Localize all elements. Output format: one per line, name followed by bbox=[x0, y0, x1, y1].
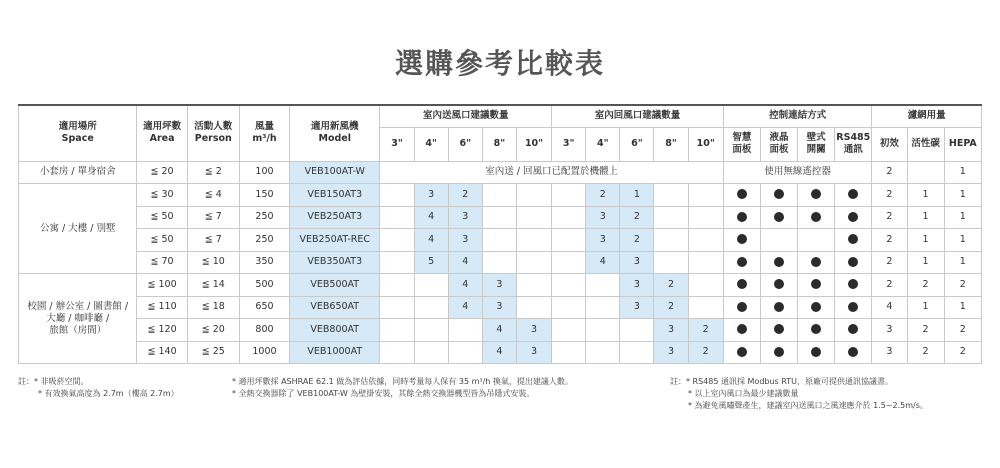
control-cell bbox=[760, 341, 797, 364]
airflow-cell: 350 bbox=[239, 251, 289, 274]
filter-cell: 1 bbox=[907, 229, 944, 252]
area-cell: ≦ 50 bbox=[137, 229, 187, 252]
area-cell: ≦ 110 bbox=[137, 296, 187, 319]
supply-vent-cell: 4 bbox=[448, 296, 482, 319]
return-vent-cell bbox=[654, 184, 688, 207]
header-area: 適用坪數 Area bbox=[137, 105, 187, 161]
control-cell bbox=[835, 296, 872, 319]
header-filter-carbon: 活性碳 bbox=[907, 127, 944, 161]
return-vent-cell bbox=[586, 274, 620, 297]
table-row bbox=[19, 251, 982, 274]
table-row bbox=[19, 184, 982, 207]
area-cell: ≦ 70 bbox=[137, 251, 187, 274]
supply-vent-cell bbox=[414, 319, 448, 342]
note-text: * 適用坪數採 ASHRAE 62.1 做為評估依據，同時考量每人保有 35 m³/h 換氣，提出建議人數。 bbox=[232, 377, 573, 386]
supply-vent-cell bbox=[414, 274, 448, 297]
filter-cell: 1 bbox=[907, 251, 944, 274]
supply-vent-cell bbox=[482, 206, 516, 229]
return-vent-cell: 3 bbox=[620, 274, 654, 297]
airflow-cell: 250 bbox=[239, 229, 289, 252]
control-cell bbox=[835, 341, 872, 364]
control-cell bbox=[798, 251, 835, 274]
available-dot-icon bbox=[811, 324, 821, 334]
filter-cell: 2 bbox=[944, 274, 981, 297]
filter-cell: 1 bbox=[944, 251, 981, 274]
supply-vent-cell: 3 bbox=[448, 206, 482, 229]
supply-vent-cell: 3 bbox=[516, 341, 551, 364]
area-cell: ≦ 100 bbox=[137, 274, 187, 297]
control-cell bbox=[835, 274, 872, 297]
return-vent-cell bbox=[688, 184, 723, 207]
return-vent-cell: 2 bbox=[586, 184, 620, 207]
return-vent-cell bbox=[552, 319, 586, 342]
return-vent-cell: 3 bbox=[586, 206, 620, 229]
return-vent-cell: 3 bbox=[586, 229, 620, 252]
header-control-smart-panel: 智慧 面板 bbox=[723, 127, 760, 161]
space-line: 校園 / 辦公室 / 圖書館 / bbox=[27, 300, 129, 312]
header-control-group: 控制連結方式 bbox=[723, 105, 872, 127]
available-dot-icon bbox=[737, 324, 747, 334]
model-cell: VEB250AT-REC bbox=[290, 229, 380, 252]
model-cell: VEB150AT3 bbox=[290, 184, 380, 207]
available-dot-icon bbox=[737, 212, 747, 222]
available-dot-icon bbox=[811, 212, 821, 222]
airflow-cell: 1000 bbox=[239, 341, 289, 364]
person-cell: ≦ 2 bbox=[187, 161, 239, 184]
header-supply-size: 4" bbox=[414, 127, 448, 161]
return-vent-cell bbox=[586, 319, 620, 342]
filter-cell: 2 bbox=[907, 341, 944, 364]
control-cell bbox=[798, 319, 835, 342]
table-row bbox=[19, 341, 982, 364]
available-dot-icon bbox=[774, 324, 784, 334]
control-cell bbox=[798, 274, 835, 297]
available-dot-icon bbox=[848, 279, 858, 289]
space-line: 大廳 / 咖啡廳 / bbox=[46, 312, 110, 324]
space-line: 旅館（房間） bbox=[49, 324, 107, 336]
filter-cell: 2 bbox=[944, 319, 981, 342]
header-filter-hepa: HEPA bbox=[944, 127, 981, 161]
control-cell bbox=[798, 184, 835, 207]
supply-vent-cell bbox=[516, 251, 551, 274]
return-vent-cell bbox=[654, 229, 688, 252]
supply-vent-cell bbox=[380, 184, 414, 207]
return-vent-cell: 2 bbox=[688, 341, 723, 364]
return-vent-cell bbox=[620, 319, 654, 342]
header-return-size: 8" bbox=[654, 127, 688, 161]
person-cell: ≦ 20 bbox=[187, 319, 239, 342]
filter-cell: 2 bbox=[872, 274, 907, 297]
supply-vent-cell bbox=[448, 319, 482, 342]
available-dot-icon bbox=[811, 189, 821, 199]
comparison-table bbox=[18, 104, 982, 364]
return-vent-cell: 4 bbox=[586, 251, 620, 274]
model-cell: VEB500AT bbox=[290, 274, 380, 297]
filter-cell: 1 bbox=[907, 184, 944, 207]
control-cell bbox=[760, 229, 797, 252]
return-vent-cell: 3 bbox=[620, 251, 654, 274]
model-cell: VEB350AT3 bbox=[290, 251, 380, 274]
supply-vent-cell bbox=[380, 274, 414, 297]
supply-vent-cell bbox=[380, 206, 414, 229]
supply-vent-cell bbox=[414, 341, 448, 364]
header-return-group: 室內回風口建議數量 bbox=[552, 105, 724, 127]
airflow-cell: 150 bbox=[239, 184, 289, 207]
control-cell bbox=[835, 251, 872, 274]
filter-cell: 1 bbox=[944, 161, 981, 184]
control-cell bbox=[723, 319, 760, 342]
note-text: * RS485 通訊採 Modbus RTU，原廠可提供通訊協議書。 bbox=[686, 377, 893, 386]
control-cell bbox=[798, 341, 835, 364]
space-cell bbox=[19, 274, 137, 364]
filter-cell: 4 bbox=[872, 296, 907, 319]
airflow-cell: 100 bbox=[239, 161, 289, 184]
return-vent-cell: 2 bbox=[654, 274, 688, 297]
available-dot-icon bbox=[774, 347, 784, 357]
control-cell bbox=[723, 296, 760, 319]
available-dot-icon bbox=[737, 234, 747, 244]
area-cell: ≦ 120 bbox=[137, 319, 187, 342]
table-row bbox=[19, 161, 982, 184]
control-cell bbox=[760, 296, 797, 319]
page-title: 選購參考比較表 bbox=[394, 47, 605, 80]
notes-middle bbox=[232, 376, 573, 400]
filter-cell: 2 bbox=[907, 319, 944, 342]
available-dot-icon bbox=[737, 302, 747, 312]
available-dot-icon bbox=[737, 189, 747, 199]
filter-cell: 1 bbox=[944, 184, 981, 207]
return-vent-cell bbox=[552, 296, 586, 319]
supply-vent-cell bbox=[516, 296, 551, 319]
return-vent-cell bbox=[552, 251, 586, 274]
control-cell bbox=[798, 206, 835, 229]
available-dot-icon bbox=[737, 279, 747, 289]
control-cell bbox=[723, 341, 760, 364]
notes-label: 註： bbox=[670, 377, 686, 386]
header-filter-group: 濾網用量 bbox=[872, 105, 982, 127]
control-cell bbox=[760, 251, 797, 274]
header-control-wall-switch: 壁式 開關 bbox=[798, 127, 835, 161]
control-cell bbox=[835, 206, 872, 229]
return-vent-cell bbox=[552, 206, 586, 229]
person-cell: ≦ 25 bbox=[187, 341, 239, 364]
filter-cell: 2 bbox=[872, 184, 907, 207]
control-cell bbox=[723, 206, 760, 229]
control-cell bbox=[798, 296, 835, 319]
filter-cell: 1 bbox=[944, 296, 981, 319]
available-dot-icon bbox=[737, 257, 747, 267]
supply-vent-cell: 2 bbox=[448, 184, 482, 207]
control-cell bbox=[835, 229, 872, 252]
person-cell: ≦ 4 bbox=[187, 184, 239, 207]
control-cell bbox=[723, 274, 760, 297]
supply-vent-cell bbox=[448, 341, 482, 364]
supply-vent-cell bbox=[516, 229, 551, 252]
area-cell: ≦ 20 bbox=[137, 161, 187, 184]
return-vent-cell bbox=[620, 341, 654, 364]
header-supply-size: 6" bbox=[448, 127, 482, 161]
control-merged-note: 使用無線遙控器 bbox=[723, 161, 872, 184]
return-vent-cell bbox=[654, 251, 688, 274]
header-supply-size: 8" bbox=[482, 127, 516, 161]
filter-cell: 2 bbox=[872, 206, 907, 229]
available-dot-icon bbox=[811, 347, 821, 357]
available-dot-icon bbox=[848, 234, 858, 244]
supply-vent-cell: 3 bbox=[414, 184, 448, 207]
notes-label: 註： bbox=[18, 377, 34, 386]
supply-vent-cell bbox=[380, 319, 414, 342]
filter-cell: 3 bbox=[872, 319, 907, 342]
person-cell: ≦ 7 bbox=[187, 206, 239, 229]
supply-vent-cell: 4 bbox=[414, 206, 448, 229]
filter-cell: 2 bbox=[872, 251, 907, 274]
available-dot-icon bbox=[774, 279, 784, 289]
header-return-size: 3" bbox=[552, 127, 586, 161]
return-vent-cell bbox=[654, 206, 688, 229]
available-dot-icon bbox=[848, 347, 858, 357]
note-text: * 有效換氣高度為 2.7m（樓高 2.7m） bbox=[38, 389, 179, 398]
supply-vent-cell: 4 bbox=[482, 319, 516, 342]
filter-cell: 1 bbox=[944, 229, 981, 252]
supply-vent-cell bbox=[516, 274, 551, 297]
supply-vent-cell: 4 bbox=[448, 274, 482, 297]
space-cell: 小套房 / 單身宿舍 bbox=[19, 161, 137, 184]
supply-vent-cell bbox=[380, 296, 414, 319]
note-text: * 以上室內風口為最少建議數量 bbox=[688, 389, 799, 398]
note-text: * 為避免風嘯聲產生，建議室內送風口之風速應介於 1.5~2.5m/s。 bbox=[688, 401, 928, 410]
header-airflow: 風量 m³/h bbox=[239, 105, 289, 161]
available-dot-icon bbox=[848, 189, 858, 199]
note-text: * 全熱交換器除了 VEB100AT-W 為壁掛安裝，其餘全熱交換器機型皆為吊隱式安裝。 bbox=[232, 389, 535, 398]
table-row bbox=[19, 229, 982, 252]
filter-cell: 1 bbox=[907, 296, 944, 319]
header-return-size: 10" bbox=[688, 127, 723, 161]
control-cell bbox=[760, 184, 797, 207]
control-cell bbox=[835, 184, 872, 207]
return-vent-cell bbox=[552, 341, 586, 364]
filter-cell: 3 bbox=[872, 341, 907, 364]
table-row bbox=[19, 274, 982, 297]
available-dot-icon bbox=[774, 212, 784, 222]
header-supply-group: 室內送風口建議數量 bbox=[380, 105, 552, 127]
header-filter-primary: 初效 bbox=[872, 127, 907, 161]
supply-vent-cell: 4 bbox=[482, 341, 516, 364]
airflow-cell: 500 bbox=[239, 274, 289, 297]
available-dot-icon bbox=[848, 324, 858, 334]
model-cell: VEB650AT bbox=[290, 296, 380, 319]
model-cell: VEB100AT-W bbox=[290, 161, 380, 184]
control-cell bbox=[723, 184, 760, 207]
return-vent-cell bbox=[688, 206, 723, 229]
return-vent-cell: 2 bbox=[620, 229, 654, 252]
return-vent-cell bbox=[688, 229, 723, 252]
return-vent-cell: 3 bbox=[654, 341, 688, 364]
control-cell bbox=[798, 229, 835, 252]
note-text: * 非吸菸空間。 bbox=[34, 377, 89, 386]
supply-vent-cell bbox=[380, 229, 414, 252]
supply-vent-cell: 4 bbox=[448, 251, 482, 274]
notes-right bbox=[670, 376, 928, 412]
available-dot-icon bbox=[848, 302, 858, 312]
supply-vent-cell: 5 bbox=[414, 251, 448, 274]
control-cell bbox=[723, 251, 760, 274]
header-person: 活動人數 Person bbox=[187, 105, 239, 161]
space-cell: 公寓 / 大樓 / 別墅 bbox=[19, 184, 137, 274]
available-dot-icon bbox=[737, 347, 747, 357]
control-cell bbox=[760, 274, 797, 297]
return-vent-cell bbox=[688, 296, 723, 319]
control-cell bbox=[760, 206, 797, 229]
control-cell bbox=[760, 319, 797, 342]
person-cell: ≦ 18 bbox=[187, 296, 239, 319]
filter-cell: 1 bbox=[944, 206, 981, 229]
available-dot-icon bbox=[774, 302, 784, 312]
supply-vent-cell bbox=[482, 229, 516, 252]
filter-cell: 2 bbox=[872, 229, 907, 252]
available-dot-icon bbox=[848, 212, 858, 222]
model-cell: VEB1000AT bbox=[290, 341, 380, 364]
area-cell: ≦ 30 bbox=[137, 184, 187, 207]
filter-cell: 2 bbox=[944, 341, 981, 364]
available-dot-icon bbox=[848, 257, 858, 267]
header-return-size: 6" bbox=[620, 127, 654, 161]
available-dot-icon bbox=[774, 257, 784, 267]
return-vent-cell bbox=[586, 296, 620, 319]
return-vent-cell bbox=[586, 341, 620, 364]
supply-vent-cell bbox=[380, 341, 414, 364]
supply-vent-cell bbox=[380, 251, 414, 274]
vents-merged-note: 室內送 / 回風口已配置於機體上 bbox=[380, 161, 723, 184]
return-vent-cell: 1 bbox=[620, 184, 654, 207]
return-vent-cell bbox=[552, 184, 586, 207]
control-cell bbox=[835, 319, 872, 342]
supply-vent-cell: 3 bbox=[482, 274, 516, 297]
supply-vent-cell bbox=[482, 184, 516, 207]
available-dot-icon bbox=[811, 257, 821, 267]
model-cell: VEB250AT3 bbox=[290, 206, 380, 229]
table-row bbox=[19, 206, 982, 229]
supply-vent-cell: 4 bbox=[414, 229, 448, 252]
table-row bbox=[19, 319, 982, 342]
area-cell: ≦ 140 bbox=[137, 341, 187, 364]
return-vent-cell bbox=[688, 251, 723, 274]
supply-vent-cell: 3 bbox=[448, 229, 482, 252]
person-cell: ≦ 7 bbox=[187, 229, 239, 252]
header-space: 適用場所 Space bbox=[19, 105, 137, 161]
person-cell: ≦ 10 bbox=[187, 251, 239, 274]
supply-vent-cell bbox=[414, 296, 448, 319]
available-dot-icon bbox=[774, 189, 784, 199]
person-cell: ≦ 14 bbox=[187, 274, 239, 297]
airflow-cell: 800 bbox=[239, 319, 289, 342]
filter-cell: 2 bbox=[907, 274, 944, 297]
return-vent-cell bbox=[552, 229, 586, 252]
header-control-lcd-panel: 液晶 面板 bbox=[760, 127, 797, 161]
available-dot-icon bbox=[811, 279, 821, 289]
control-cell bbox=[723, 229, 760, 252]
header-supply-size: 10" bbox=[516, 127, 551, 161]
header-control-rs485: RS485 通訊 bbox=[835, 127, 872, 161]
return-vent-cell: 2 bbox=[688, 319, 723, 342]
supply-vent-cell bbox=[482, 251, 516, 274]
area-cell: ≦ 50 bbox=[137, 206, 187, 229]
table-row bbox=[19, 296, 982, 319]
header-supply-size: 3" bbox=[380, 127, 414, 161]
available-dot-icon bbox=[811, 302, 821, 312]
airflow-cell: 250 bbox=[239, 206, 289, 229]
return-vent-cell: 3 bbox=[654, 319, 688, 342]
header-return-size: 4" bbox=[586, 127, 620, 161]
notes-left bbox=[18, 376, 179, 400]
supply-vent-cell bbox=[516, 206, 551, 229]
supply-vent-cell: 3 bbox=[482, 296, 516, 319]
return-vent-cell: 3 bbox=[620, 296, 654, 319]
return-vent-cell bbox=[552, 274, 586, 297]
return-vent-cell bbox=[688, 274, 723, 297]
return-vent-cell: 2 bbox=[654, 296, 688, 319]
supply-vent-cell bbox=[516, 184, 551, 207]
filter-cell bbox=[907, 161, 944, 184]
airflow-cell: 650 bbox=[239, 296, 289, 319]
model-cell: VEB800AT bbox=[290, 319, 380, 342]
filter-cell: 1 bbox=[907, 206, 944, 229]
return-vent-cell: 2 bbox=[620, 206, 654, 229]
filter-cell: 2 bbox=[872, 161, 907, 184]
supply-vent-cell: 3 bbox=[516, 319, 551, 342]
header-model: 適用新風機 Model bbox=[290, 105, 380, 161]
